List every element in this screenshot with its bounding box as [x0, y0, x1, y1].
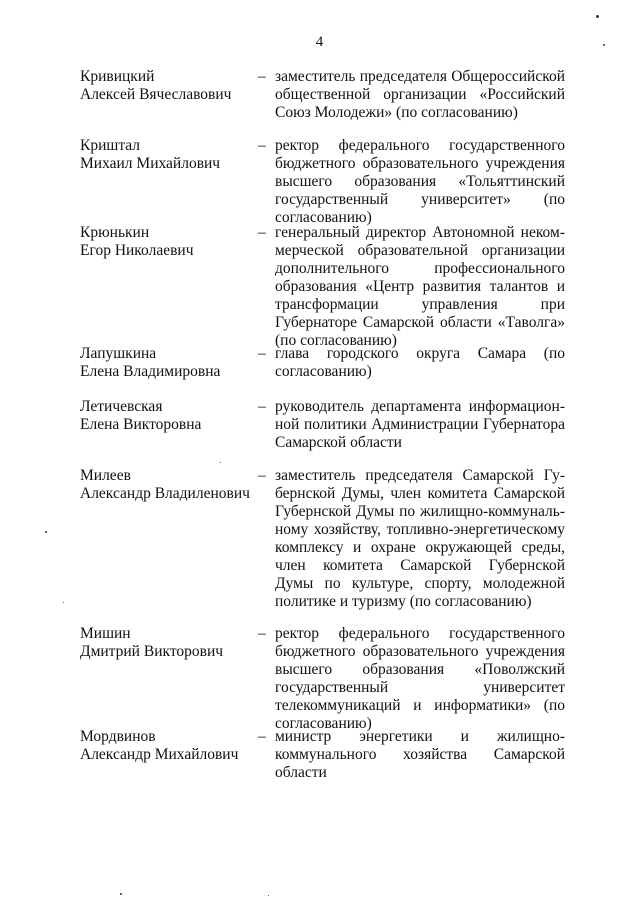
member-name — [80, 224, 260, 260]
member-position: ректор федерального государственного бюджетного образовательного учреждения высшего образования «Поволжский государственный университет телекоммуникаций и информатики» (по согласованию) — [275, 625, 565, 732]
list-dash: – — [258, 467, 266, 484]
member-name — [80, 625, 260, 661]
scan-speck — [268, 895, 269, 896]
member-position: генеральный директор Автономной некоммерческой образовательной организации дополнительного профессионального образования «Центр развития талантов и трансформации управления при Губернаторе Самарской области «Таволга» (по согласованию) — [275, 224, 565, 349]
member-position: заместитель председателя Общероссийской общественной организации «Российский Союз Молодежи» (по согласованию) — [275, 68, 565, 121]
member-surname: Кривицкий — [80, 68, 155, 85]
list-dash: – — [258, 68, 266, 85]
scan-speck — [45, 531, 47, 533]
member-given-names: Дмитрий Викторович — [80, 643, 224, 660]
member-given-names: Алексей Вячеславович — [80, 86, 232, 103]
member-given-names: Егор Николаевич — [80, 242, 194, 259]
list-dash: – — [258, 345, 266, 362]
scan-speck — [63, 602, 64, 603]
scan-speck — [596, 15, 599, 18]
member-name — [80, 68, 260, 104]
member-name — [80, 398, 260, 434]
member-name — [80, 467, 260, 503]
member-given-names: Александр Михайлович — [80, 746, 239, 763]
member-surname: Летичевская — [80, 398, 163, 415]
member-position: заместитель председателя Самарской Губернской Думы, член комитета Самарской Губернской Думы по жилищно-коммунальному хозяйству, топливно-энергетическому комплексу и охране окружающей среды, член комитета Самарской Губернской Думы по культуре, спорту, молодежной политике и туризму (по согласованию) — [275, 467, 565, 610]
list-dash: – — [258, 625, 266, 642]
member-position: ректор федерального государственного бюджетного образовательного учреждения высшего образования «Тольяттинский государственный университет» (по согласованию) — [275, 137, 565, 226]
member-position: руководитель департамента информационной политики Администрации Губернатора Самарской области — [275, 398, 565, 451]
member-position: глава городского округа Самара (по согласованию) — [275, 345, 565, 380]
member-given-names: Михаил Михайлович — [80, 155, 221, 172]
member-surname: Лапушкина — [80, 345, 157, 362]
scan-speck — [120, 893, 122, 895]
member-given-names: Елена Владимировна — [80, 363, 221, 380]
member-name — [80, 137, 260, 173]
page-number: 4 — [315, 34, 324, 50]
list-dash: – — [258, 398, 266, 415]
member-name — [80, 345, 260, 381]
member-name — [80, 728, 260, 764]
member-surname: Мишин — [80, 625, 131, 642]
member-position: министр энергетики и жилищно-коммунального хозяйства Самарской области — [275, 728, 565, 781]
member-surname: Мордвинов — [80, 728, 156, 745]
member-given-names: Александр Владиленович — [80, 485, 250, 502]
scan-speck — [603, 44, 605, 46]
list-dash: – — [258, 137, 266, 154]
member-surname: Крюнькин — [80, 224, 150, 241]
list-dash: – — [258, 224, 266, 241]
scan-speck — [220, 462, 221, 463]
member-given-names: Елена Викторовна — [80, 416, 202, 433]
member-surname: Криштал — [80, 137, 141, 154]
list-dash: – — [258, 728, 266, 745]
member-surname: Милеев — [80, 467, 131, 484]
